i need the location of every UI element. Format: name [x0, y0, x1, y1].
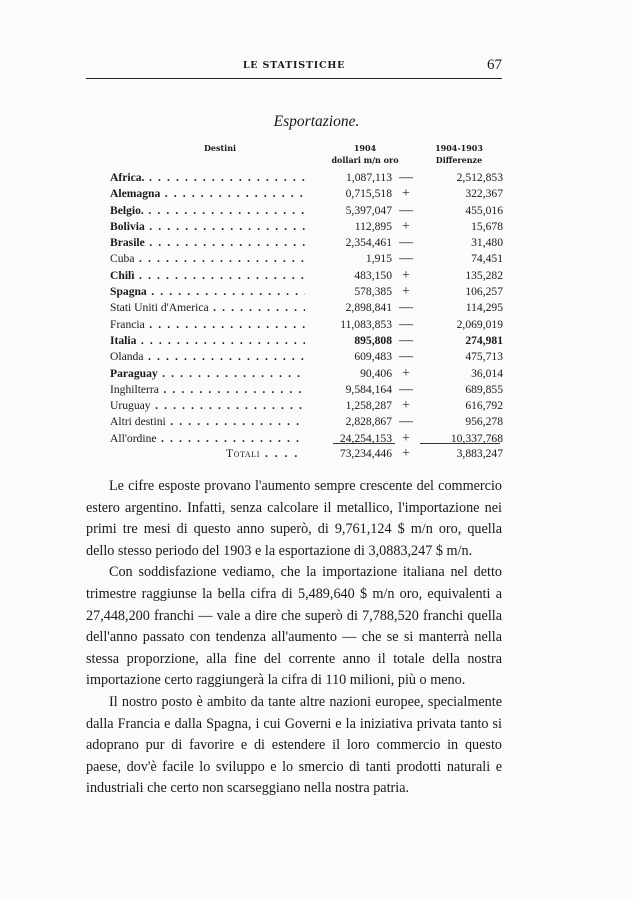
value-1904: 90,406 [360, 366, 392, 380]
column-header-diff-label: Differenze [435, 155, 483, 165]
difference-value: 10,337,768 [450, 431, 503, 445]
column-header-1904 [318, 142, 412, 166]
difference-value: 106,257 [465, 285, 503, 299]
export-table [110, 170, 502, 447]
value-1904: 578,385 [354, 285, 392, 299]
table-row [110, 382, 502, 398]
difference-value: 114,295 [465, 301, 503, 315]
value-1904: 2,828,867 [345, 415, 392, 429]
totals-difference: 3,883,247 [456, 447, 503, 460]
difference-value: 36,014 [471, 366, 503, 380]
destination-name: Brasile . . . [110, 235, 305, 251]
value-1904: 1,915 [365, 252, 392, 266]
destination-name: Inghilterra . . . [110, 382, 305, 398]
destination-name: All'ordine . . . [110, 431, 305, 447]
difference-sign: — [399, 316, 413, 332]
destination-name: Francia . . . [110, 317, 305, 333]
section-title: Esportazione. [273, 113, 360, 130]
destination-name: Italia . . . [110, 333, 305, 349]
paragraph: Le cifre esposte provano l'aumento sempre crescente del commercio estero argentino. Infatti, senza calcolare il metallico, l'importazione nei primi tre mesi di questo anno superò, di 9,761,124 $ m/n oro, quella dello stesso periodo del 1903 e la esportazione di 3,0883,247 $ m/n. [86, 478, 502, 559]
difference-sign: — [399, 349, 413, 365]
value-1904: 9,584,164 [345, 382, 392, 396]
table-row [110, 251, 502, 267]
difference-value: 475,713 [465, 350, 503, 364]
difference-sign: + [402, 218, 410, 234]
value-1904: 2,354,461 [345, 236, 392, 250]
table-row [110, 219, 502, 235]
value-1904: 895,808 [354, 333, 392, 347]
difference-sign: + [402, 398, 410, 414]
value-1904: 1,087,113 [346, 171, 392, 184]
totals-value-1904: 73,234,446 [339, 447, 392, 460]
paragraph: Con soddisfazione vediamo, che la importazione italiana nel detto trimestre raggiunse la bella cifra di 5,489,640 $ m/n oro, equivalenti a 27,448,200 franchi — vale a dire che superò di 7,788,520 franchi quella dell'anno passato con tendenza all'aumento — che se si manterrà nella stessa proporzione, alla fine del corrente anno il totale della nostra importazione certo raggiungerà la cifra di 110 milioni, più o meno. [86, 564, 502, 689]
destination-name: Chilì . . . [110, 268, 305, 284]
column-header-destination [180, 142, 260, 154]
value-1904: 11,083,853 [340, 317, 392, 331]
value-1904: 2,898,841 [345, 301, 392, 315]
difference-value: 31,480 [471, 236, 503, 250]
header-rule [86, 78, 502, 79]
table-row [110, 284, 502, 300]
value-1904: 0,715,518 [345, 187, 392, 201]
table-row [110, 349, 502, 365]
running-head [86, 57, 502, 76]
difference-sign: — [399, 170, 413, 185]
body-text [86, 476, 502, 800]
table-row [110, 268, 502, 284]
value-1904: 24,254,153 [339, 431, 392, 445]
destination-name: Altri destini . . . [110, 414, 305, 430]
difference-sign: + [402, 284, 410, 300]
table-row [110, 170, 502, 186]
value-1904: 609,483 [354, 350, 392, 364]
difference-value: 15,678 [471, 219, 503, 233]
table-row [110, 300, 502, 316]
sum-rule-difference [420, 443, 500, 444]
page-number: 67 [487, 57, 502, 73]
difference-value: 274,981 [465, 333, 503, 347]
difference-value: 322,367 [465, 187, 503, 201]
difference-value: 2,512,853 [456, 171, 503, 184]
column-header-difference [418, 142, 500, 166]
difference-sign: — [399, 381, 413, 397]
table-row-italia [110, 333, 502, 349]
difference-sign: — [399, 414, 413, 430]
column-header-unit: dollari m/n oro [331, 155, 399, 165]
difference-value: 2,069,019 [456, 317, 503, 331]
value-1904: 483,150 [354, 268, 392, 282]
difference-sign: + [402, 365, 410, 381]
destination-name: Spagna . . . [110, 284, 305, 300]
difference-value: 616,792 [465, 399, 503, 413]
destination-name: Olanda . . . [110, 349, 305, 365]
destination-name: Bolivia . . . [110, 219, 305, 235]
table-row [110, 366, 502, 382]
totals-row [110, 446, 502, 464]
table-row [110, 414, 502, 430]
table-row [110, 235, 502, 251]
value-1904: 112,895 [354, 219, 392, 233]
difference-value: 74,451 [471, 252, 503, 266]
table-row [110, 398, 502, 414]
sum-rule-1904 [333, 443, 395, 444]
destination-name: Paraguay . . . [110, 366, 305, 382]
column-header-destination-label: Destini [203, 143, 237, 153]
difference-sign: — [399, 235, 413, 251]
destination-name: Alemagna . . . [110, 186, 305, 202]
running-title: LE STATISTICHE [242, 60, 346, 71]
difference-value: 455,016 [465, 203, 503, 217]
difference-value: 135,282 [465, 268, 503, 282]
column-header-period: 1904-1903 [435, 143, 483, 153]
difference-sign: — [399, 202, 413, 218]
table-row [110, 203, 502, 219]
difference-sign: + [402, 186, 410, 202]
table-row [110, 431, 502, 447]
destination-name: Africa. . . . [110, 170, 305, 186]
paragraph: Il nostro posto è ambito da tante altre nazioni europee, specialmente dalla Francia e dalla Spagna, i cui Governi e la iniziativa privata tanto si adoprano pur di favorire e di estendere il loro commercio in questo paese, dov'è facile lo sviluppo e lo smercio di tanti prodotti naturali e industriali che certo non scarseggiano nella nostra patria. [86, 693, 502, 797]
totals-sign: + [402, 446, 410, 461]
value-1904: 5,397,047 [345, 203, 392, 217]
table-row [110, 186, 502, 202]
column-header-year: 1904 [353, 143, 377, 153]
destination-name: Uruguay . . . [110, 398, 305, 414]
difference-sign: — [399, 332, 413, 348]
difference-value: 956,278 [465, 415, 503, 429]
difference-sign: — [399, 300, 413, 316]
destination-name: Stati Uniti d'America . . . [110, 300, 305, 316]
table-row [110, 317, 502, 333]
difference-sign: + [402, 267, 410, 283]
difference-sign: + [402, 430, 410, 446]
difference-sign: — [399, 251, 413, 267]
destination-name: Cuba . . . [110, 251, 305, 267]
difference-value: 689,855 [465, 382, 503, 396]
value-1904: 1,258,287 [345, 399, 392, 413]
destination-name: Belgio. . . . [110, 203, 305, 219]
totals-label: Totali . . . . [226, 446, 306, 462]
